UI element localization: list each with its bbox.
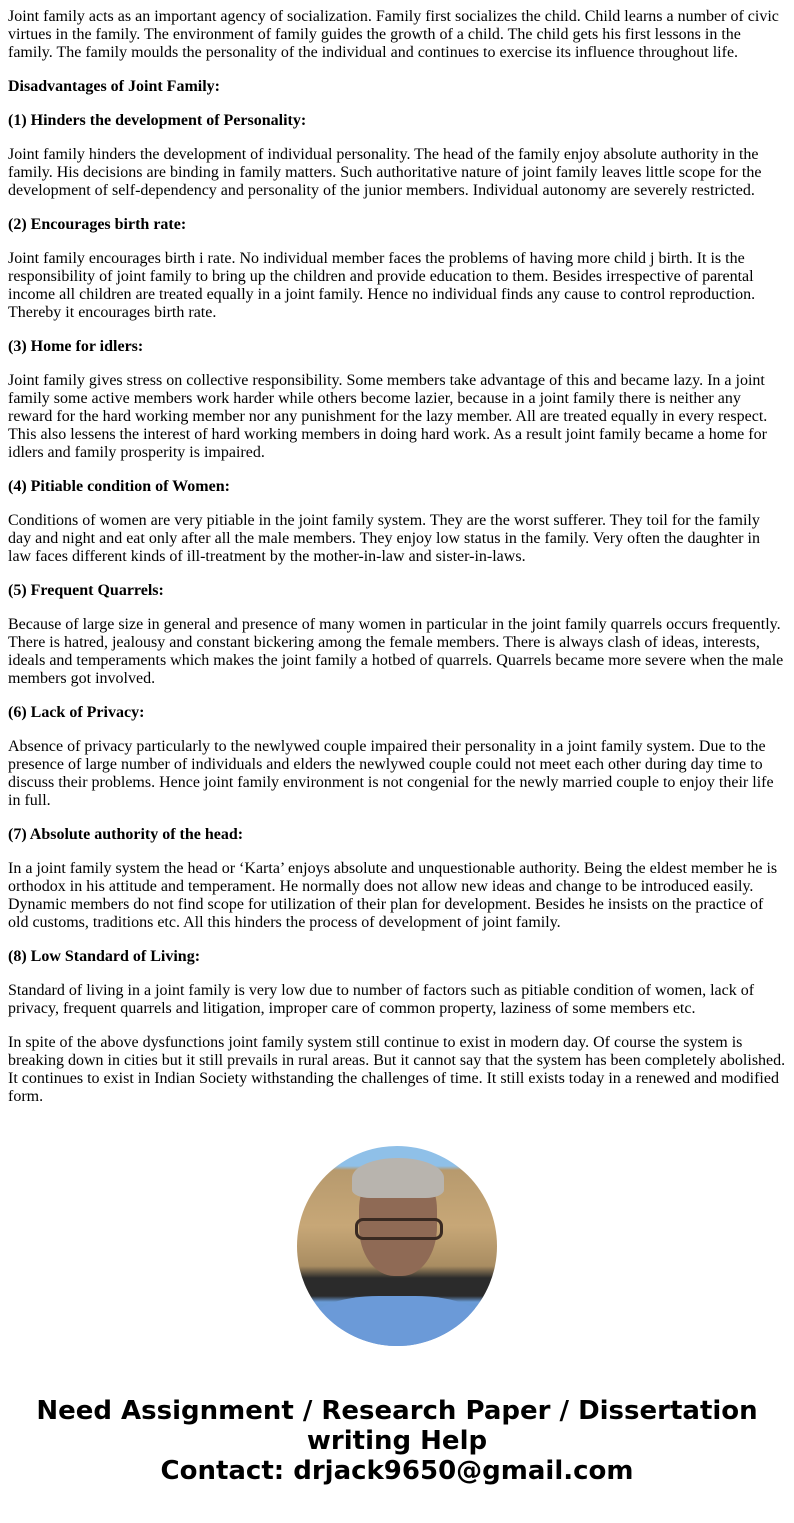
point-text: In a joint family system the head or ‘Karta’ enjoys absolute and unquestionable authority. Being the eldest member he is orthodox in his attitude and temperament. He normally does not allow new ideas and change to be introduced easily. Dynamic members do not find scope for utilization of their plan for development. Besides he insists on the practice of old customs, traditions etc. All this hinders the process of development of joint family. xyxy=(8,860,778,931)
point-heading: (7) Absolute authority of the head: xyxy=(8,826,244,843)
point-text: Because of large size in general and presence of many women in particular in the joint family quarrels occurs frequently. There is hatred, jealousy and constant bickering among the female members. There is always clash of ideas, interests, ideals and temperaments which makes the joint family a hotbed of quarrels. Quarrels became more severe when the male members got involved. xyxy=(8,616,784,687)
promo-contact[interactable]: Contact: drjack9650@gmail.com xyxy=(160,1456,634,1486)
point-heading: (4) Pitiable condition of Women: xyxy=(8,478,230,495)
avatar-shirt xyxy=(307,1296,487,1346)
point-text: Conditions of women are very pitiable in the joint family system. They are the worst sufferer. They toil for the family day and night and eat only after all the male members. They enjoy low status in the family. Very often the daughter in law faces different kinds of ill-treatment by the mother-in-law and sister-in-laws. xyxy=(8,512,760,565)
conclusion-paragraph: In spite of the above dysfunctions joint family system still continue to exist in modern day. Of course the system is breaking down in cities but it still prevails in rural areas. But it cannot say that the system has been completely abolished. It continues to exist in Indian Society withstanding the challenges of time. It still exists today in a renewed and modified form. xyxy=(8,1034,786,1105)
point-text: Standard of living in a joint family is very low due to number of factors such as pitiable condition of women, lack of privacy, frequent quarrels and litigation, improper care of common property, laziness of some members etc. xyxy=(8,982,755,1017)
point-text: Absence of privacy particularly to the newlywed couple impaired their personality in a joint family system. Due to the presence of large number of individuals and elders the newlywed couple could not meet each other during day time to discuss their problems. Hence joint family environment is not congenial for the newly married couple to enjoy their life in full. xyxy=(8,738,774,809)
section-title: Disadvantages of Joint Family: xyxy=(8,78,220,95)
point-heading: (5) Frequent Quarrels: xyxy=(8,582,164,599)
point-text: Joint family encourages birth i rate. No individual member faces the problems of having more child j birth. It is the responsibility of joint family to bring up the children and provide education to them. Besides irrespective of parental income all children are treated equally in a joint family. Hence no individual finds any cause to control reproduction. Thereby it encourages birth rate. xyxy=(8,250,756,321)
avatar-hair xyxy=(352,1158,444,1198)
promo-banner xyxy=(0,1396,794,1506)
avatar-container xyxy=(0,1146,794,1346)
point-text: Joint family hinders the development of individual personality. The head of the family enjoy absolute authority in the family. His decisions are binding in family matters. Such authoritative nature of joint family leaves little scope for the development of self-dependency and personality of the junior members. Individual autonomy are severely restricted. xyxy=(8,146,762,199)
point-heading: (2) Encourages birth rate: xyxy=(8,216,187,233)
author-avatar xyxy=(297,1146,497,1346)
point-text: Joint family gives stress on collective responsibility. Some members take advantage of this and became lazy. In a joint family some active members work harder while others become lazier, because in a joint family there is neither any reward for the hard working member nor any punishment for the lazy member. All are treated equally in every respect. This also lessens the interest of hard working members in doing hard work. As a result joint family became a home for idlers and family prosperity is impaired. xyxy=(8,372,768,461)
point-heading: (8) Low Standard of Living: xyxy=(8,948,201,965)
point-heading: (6) Lack of Privacy: xyxy=(8,704,145,721)
promo-headline: Need Assignment / Research Paper / Dissertation writing Help xyxy=(36,1396,758,1456)
point-heading: (3) Home for idlers: xyxy=(8,338,144,355)
point-heading: (1) Hinders the development of Personality: xyxy=(8,112,307,129)
avatar-glasses xyxy=(355,1218,443,1240)
intro-paragraph: Joint family acts as an important agency of socialization. Family first socializes the child. Child learns a number of civic virtues in the family. The environment of family guides the growth of a child. The child gets his first lessons in the family. The family moulds the personality of the individual and continues to exercise its influence throughout life. xyxy=(8,8,779,61)
